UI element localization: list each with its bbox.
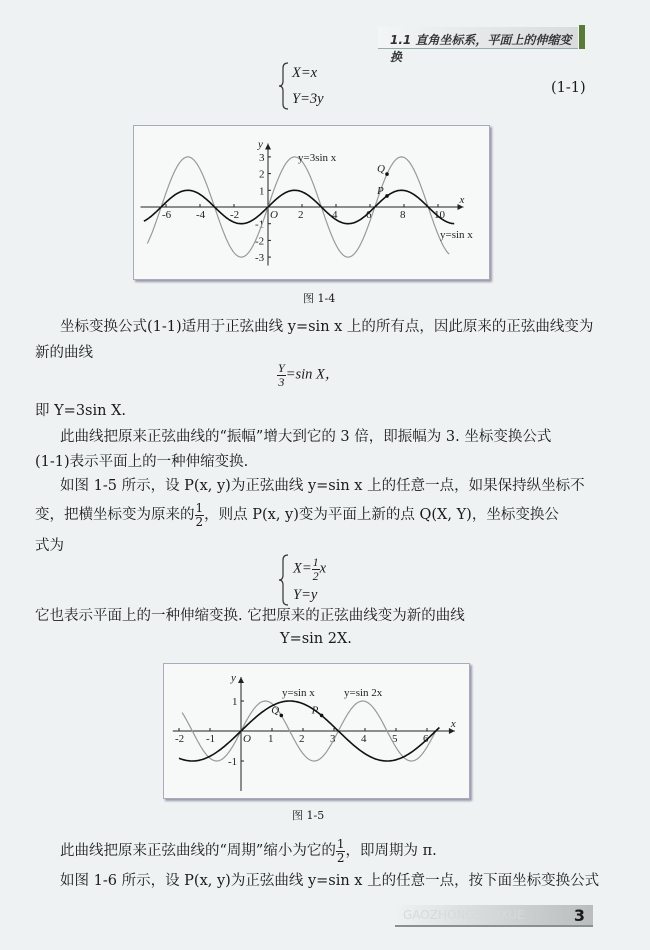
x-axis-label: x — [450, 718, 456, 730]
y-tick-label: -1 — [228, 756, 238, 768]
series-label: y=sin x — [282, 687, 315, 699]
para2-line2: (1-1)表示平面上的一种伸缩变换. — [35, 454, 249, 470]
frac-den: 3 — [278, 374, 285, 389]
point-label: Q — [377, 163, 385, 176]
frac-num: 1 — [312, 555, 319, 569]
x-axis-label: x — [459, 194, 465, 206]
x-tick-label: 4 — [332, 209, 338, 221]
x-tick-label: 4 — [361, 733, 367, 745]
text: ，即周期为 π. — [345, 843, 437, 860]
section-title: 1.1 直角坐标系，平面上的伸缩变换 — [390, 33, 572, 64]
series-label: y=sin x — [440, 229, 473, 241]
y-tick-label: 1 — [259, 185, 265, 198]
eq1-line2: Y=3y — [292, 91, 324, 107]
origin-label: O — [243, 733, 251, 745]
y-tick-label: 1 — [232, 696, 238, 708]
y-axis-arrow — [238, 677, 244, 683]
series-label: y=3sin x — [298, 152, 337, 164]
frac-num: Y — [278, 361, 285, 375]
frac-num: 1 — [195, 501, 204, 515]
eq3-line2: Y=y — [293, 587, 318, 603]
point-marker — [280, 714, 284, 718]
point-marker — [385, 194, 389, 198]
y-tick-label: 3 — [259, 151, 265, 164]
x-tick-label: -1 — [206, 733, 216, 745]
x-tick-label: 2 — [298, 209, 304, 221]
para4-line1: 它也表示平面上的一种伸缩变换. 它把原来的正弦曲线变为新的曲线 — [35, 608, 465, 624]
x-tick-label: 5 — [392, 733, 398, 745]
para3-line3: 式为 — [35, 538, 64, 554]
x-tick-label: 8 — [400, 209, 406, 221]
para1-line2: 新的曲线 — [35, 345, 93, 361]
y-tick-label: -1 — [255, 218, 265, 231]
y-axis-arrow — [265, 144, 271, 150]
y-axis-label: y — [231, 672, 236, 684]
x-tick-label: -6 — [162, 209, 172, 221]
text: x — [319, 560, 327, 577]
x-tick-label: 1 — [268, 733, 274, 745]
page-number: 3 — [573, 906, 585, 925]
series-label: y=sin 2x — [344, 687, 383, 699]
para6-line1: 如图 1-6 所示，设 P(x, y)为正弦曲线 y=sin x 上的任意一点，按下面坐标变换公式 — [60, 873, 600, 889]
eq1-label: (1-1) — [551, 80, 586, 96]
point-label: P — [311, 704, 319, 717]
para4-eq: Y=sin 2X. — [280, 631, 352, 647]
frac-num: 1 — [336, 837, 345, 851]
x-tick-label: 10 — [434, 209, 445, 221]
x-tick-label: -2 — [175, 733, 185, 745]
point-marker — [320, 714, 324, 718]
y-tick-label: 2 — [259, 168, 265, 181]
footer-watermark: GAOZHONGSHUXUE — [403, 908, 525, 922]
x-tick-label: 6 — [366, 209, 372, 221]
point-label: P — [377, 184, 384, 197]
fig15-caption: 图 1-5 — [292, 809, 325, 822]
frac-den: 2 — [336, 850, 345, 865]
para3-line1: 如图 1-5 所示，设 P(x, y)为正弦曲线 y=sin x 上的任意一点，如果保持纵坐标不 — [60, 478, 585, 494]
text: 变，把横坐标变为原来的 — [35, 507, 195, 524]
frac-den: 2 — [312, 568, 319, 583]
x-tick-label: -4 — [196, 209, 206, 221]
text: X= — [293, 560, 312, 577]
eq1-line1: X=x — [292, 65, 318, 81]
y-tick-label: -3 — [255, 252, 265, 265]
frac-den: 2 — [195, 514, 204, 529]
y-tick-label: -2 — [255, 235, 265, 248]
fig14-caption: 图 1-4 — [303, 292, 336, 305]
text: ，则点 P(x, y)变为平面上新的点 Q(X, Y)，坐标变换公 — [204, 507, 559, 524]
line-ji: 即 Y=3sin X. — [35, 403, 127, 419]
x-tick-label: 6 — [423, 733, 429, 745]
y-axis-label: y — [258, 138, 263, 151]
para1-line1: 坐标变换公式(1-1)适用于正弦曲线 y=sin x 上的所有点，因此原来的正弦曲线变为 — [60, 319, 594, 335]
x-tick-label: 2 — [299, 733, 305, 745]
text: 此曲线把原来正弦曲线的“周期”缩小为它的 — [60, 843, 336, 860]
para2-line1: 此曲线把原来正弦曲线的“振幅”增大到它的 3 倍，即振幅为 3. 坐标变换公式 — [60, 429, 552, 445]
eq2-rest: =sin X， — [285, 366, 340, 383]
point-marker — [385, 172, 389, 176]
origin-label: O — [270, 209, 278, 221]
point-label: Q — [271, 704, 280, 717]
x-tick-label: 3 — [330, 733, 336, 745]
x-tick-label: -2 — [230, 209, 240, 221]
